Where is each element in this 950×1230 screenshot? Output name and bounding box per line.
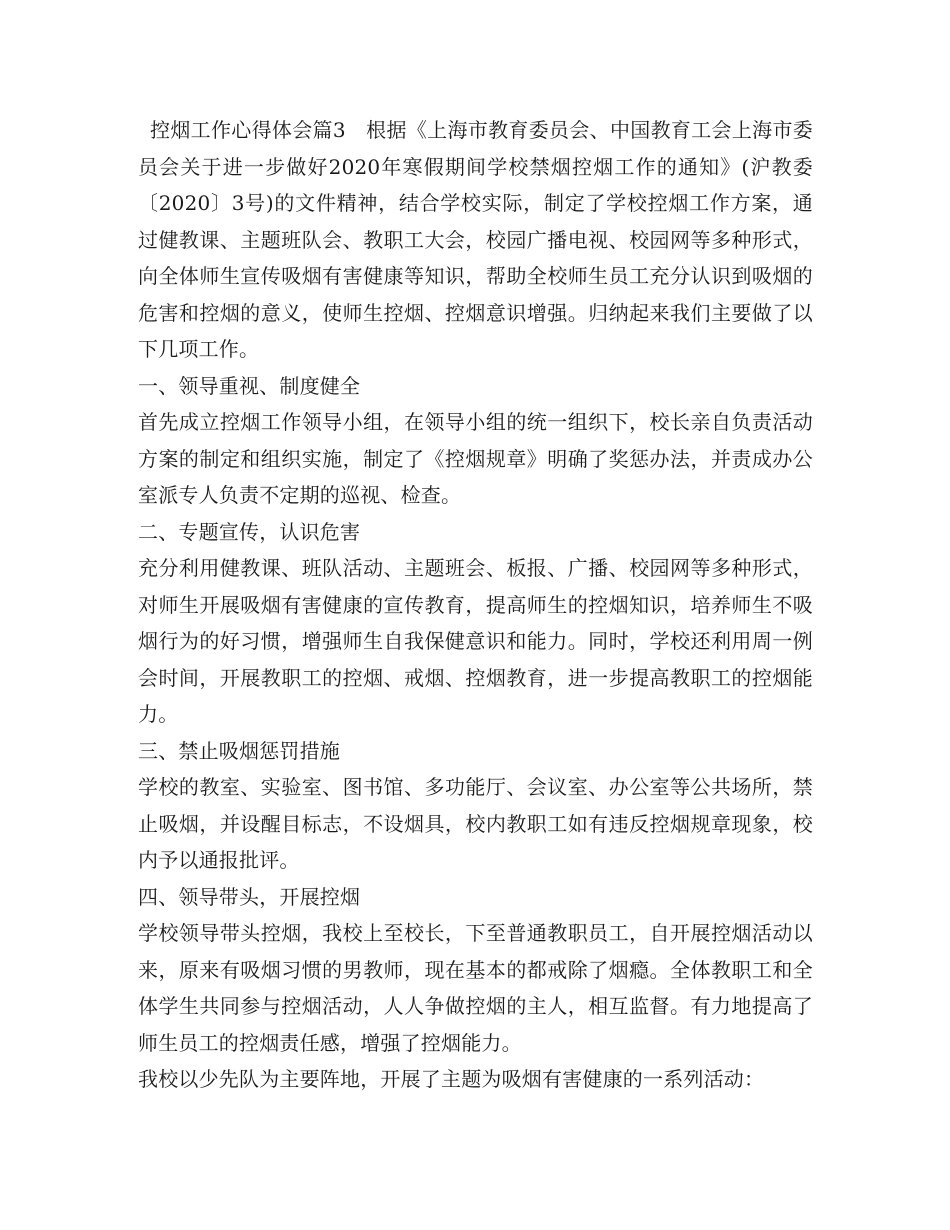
- section-body-1: 首先成立控烟工作领导小组，在领导小组的统一组织下，校长亲自负责活动方案的制定和组织实施，制定了《控烟规章》明确了奖惩办法，并责成办公室派专人负责不定期的巡视、检查。: [138, 410, 813, 507]
- closing-paragraph: 我校以少先队为主要阵地，开展了主题为吸烟有害健康的一系列活动：: [138, 1067, 765, 1091]
- intro-paragraph: 控烟工作心得体会篇3 根据《上海市教育委员会、中国教育工会上海市委员会关于进一步做好2020年寒假期间学校禁烟控烟工作的通知》(沪教委〔2020〕3号)的文件精神，结合学校实际，制定了学校控烟工作方案，通过健教课、主题班队会、教职工大会，校园广播电视、校园网等多种形式，向全体师生宣传吸烟有害健康等知识，帮助全校师生员工充分认识到吸烟的危害和控烟的意义，使师生控烟、控烟意识增强。归纳起来我们主要做了以下几项工作。: [138, 118, 813, 361]
- section-heading-4: 四、领导带头，开展控烟: [138, 884, 361, 909]
- section-body-2: 充分利用健教课、班队活动、主题班会、板报、广播、校园网等多种形式，对师生开展吸烟有害健康的宣传教育，提高师生的控烟知识，培养师生不吸烟行为的好习惯，增强师生自我保健意识和能力。同时，学校还利用周一例会时间，开展教职工的控烟、戒烟、控烟教育，进一步提高教职工的控烟能力。: [138, 556, 813, 726]
- section-body-4: 学校领导带头控烟，我校上至校长，下至普通教职员工，自开展控烟活动以来，原来有吸烟习惯的男教师，现在基本的都戒除了烟瘾。全体教职工和全体学生共同参与控烟活动，人人争做控烟的主人，相互监督。有力地提高了师生员工的控烟责任感，增强了控烟能力。: [138, 921, 813, 1055]
- section-heading-1: 一、领导重视、制度健全: [138, 373, 361, 398]
- section-heading-3: 三、禁止吸烟惩罚措施: [138, 738, 340, 763]
- document-body: [138, 112, 813, 1098]
- section-body-3: 学校的教室、实验室、图书馆、多功能厅、会议室、办公室等公共场所，禁止吸烟，并设醒目标志，不设烟具，校内教职工如有违反控烟规章现象，校内予以通报批评。: [138, 775, 813, 872]
- section-heading-2: 二、专题宣传，认识危害: [138, 519, 361, 544]
